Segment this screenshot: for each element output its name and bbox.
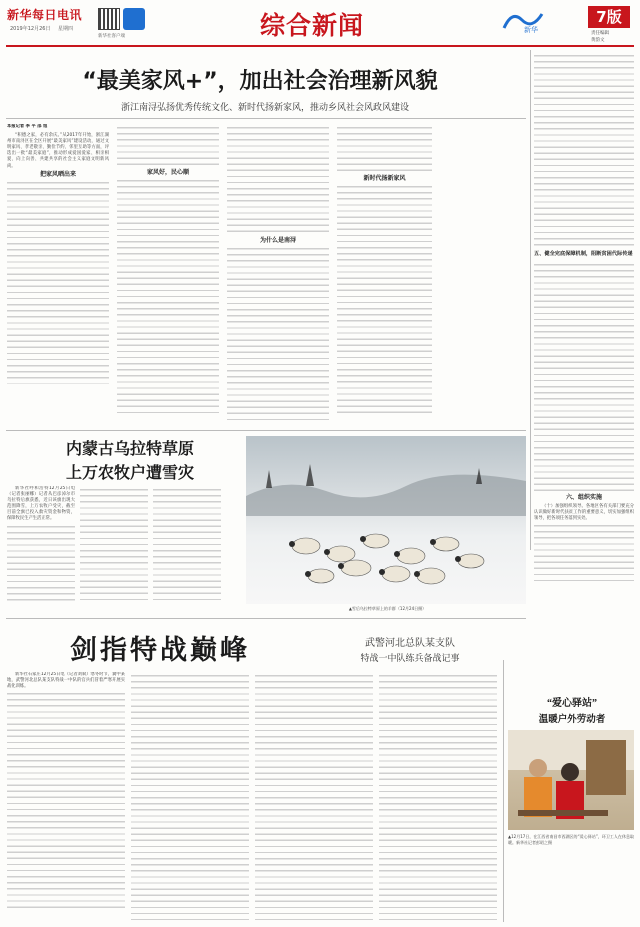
bottom-subtitle-1: 武警河北总队某支队: [365, 638, 455, 649]
xinhua-logo-icon: [502, 8, 544, 34]
paper-name: 新华每日电讯: [7, 8, 83, 22]
bottom-column-3: [255, 672, 373, 922]
bottom-paragraph: 新华社石家庄12月25日电（记者刘斌）寒冬时节，冀中某地，武警河北总队某支队特战一中队的官兵们冒着严寒开展实战化训练。: [7, 672, 125, 690]
bottom-column-2: [131, 672, 249, 922]
lead-column-1: [7, 124, 109, 424]
right-column: [534, 52, 634, 592]
snow-headline-2: 上万农牧户遭雪灾: [65, 465, 194, 482]
mid-divider: [6, 430, 526, 431]
bottom-subtitle-2: 特战一中队练兵备战记事: [360, 653, 460, 663]
bottom-column-1: [7, 672, 125, 922]
side-photo-caption: ▲12月17日，在江西省南昌市西湖区的“爱心驿站”，环卫工人在休息取暖。新华社记者彭昭之摄: [508, 834, 634, 845]
snow-column-2: [80, 486, 148, 606]
snow-sheep-photo: [246, 436, 526, 604]
snow-column-3: [153, 486, 221, 606]
rest-station-photo: [508, 730, 634, 830]
masthead-rule: [6, 45, 634, 47]
side-story-title: “爱心驿站”: [547, 698, 597, 709]
issue-date: 2019年12月26日: [10, 26, 51, 32]
lead-column-2: [117, 124, 219, 424]
page-number-badge: 7版: [588, 6, 630, 28]
lead-paragraph: “积德之家，必有余庆。”从2017年开始，浙江湖州市南浔区在全区开展“最美家风”建设活动，通过文明家风、孝老敬亲、勤俭节约、邻里互助等方面，评选出一批“最美家庭”，推动形成爱国爱家、相亲相爱、向上向善、共建共享的社会主义家庭文明新风尚。: [7, 133, 109, 169]
editor-name: 黄韵文: [591, 38, 605, 43]
svg-text:新华: 新华: [524, 26, 538, 34]
side-divider: [503, 660, 504, 922]
lead-subhead-2: 家风好，民心顺: [146, 169, 189, 176]
right-subhead: 五、健全完底保障机制，阻断贫困代际传递: [534, 251, 633, 257]
lead-byline: 本报记者 李 平 邵 旭: [7, 124, 48, 129]
section-title: 综合新闻: [259, 13, 364, 40]
lead-column-4: [337, 124, 432, 424]
app-logo-icon: [123, 8, 145, 30]
snow-photo-caption: ▲雪后乌拉特草原上的羊群（12月24日摄）: [348, 606, 427, 611]
bottom-headline: 剑指特战巅峰: [70, 635, 250, 666]
bottom-column-4: [379, 672, 497, 922]
snow-headline-1: 内蒙古乌拉特草原: [65, 441, 194, 458]
lead-headline: “最美家风+”，加出社会治理新风貌: [82, 69, 438, 94]
snow-paragraph: 新华社呼和浩特12月25日电（记者张丽娜）记者从巴彦淖尔市乌拉特后旗获悉，近日该旗出现大范围降雪，上万农牧户受灾，截至目前全旗已投入救灾资金和物资，保障牧民生产生活正常。: [7, 486, 75, 522]
lead-subhead-3: 为什么是南浔: [259, 237, 296, 244]
qr-code-icon: [98, 8, 120, 30]
editor-label: 责任编辑: [591, 31, 609, 36]
snow-column-1: [7, 486, 75, 606]
qr-caption: 新华社客户端: [98, 34, 125, 39]
lead-subhead-1: 把家风晒出来: [39, 170, 76, 178]
lead-subhead-4: 新时代扬新家风: [363, 175, 406, 182]
lead-subhead: 浙江南浔弘扬优秀传统文化、新时代扬新家风，推动乡风社会风政风建设: [120, 102, 409, 112]
issue-weekday: 星期四: [58, 26, 74, 32]
lead-column-3: [227, 124, 329, 424]
right-paragraph: （十）加强组织领导。各地区各有关部门要充分认识做好新时代扶贫工作的重要意义，切实加强组织领导，把各项任务落到实处。: [534, 504, 634, 522]
masthead: [0, 0, 640, 46]
side-story-subtitle: 温暖户外劳动者: [538, 715, 606, 725]
right-subhead-2: 六、组织实施: [565, 494, 602, 501]
right-column-divider: [530, 50, 531, 550]
bottom-divider: [6, 618, 526, 619]
lead-divider: [6, 118, 526, 119]
